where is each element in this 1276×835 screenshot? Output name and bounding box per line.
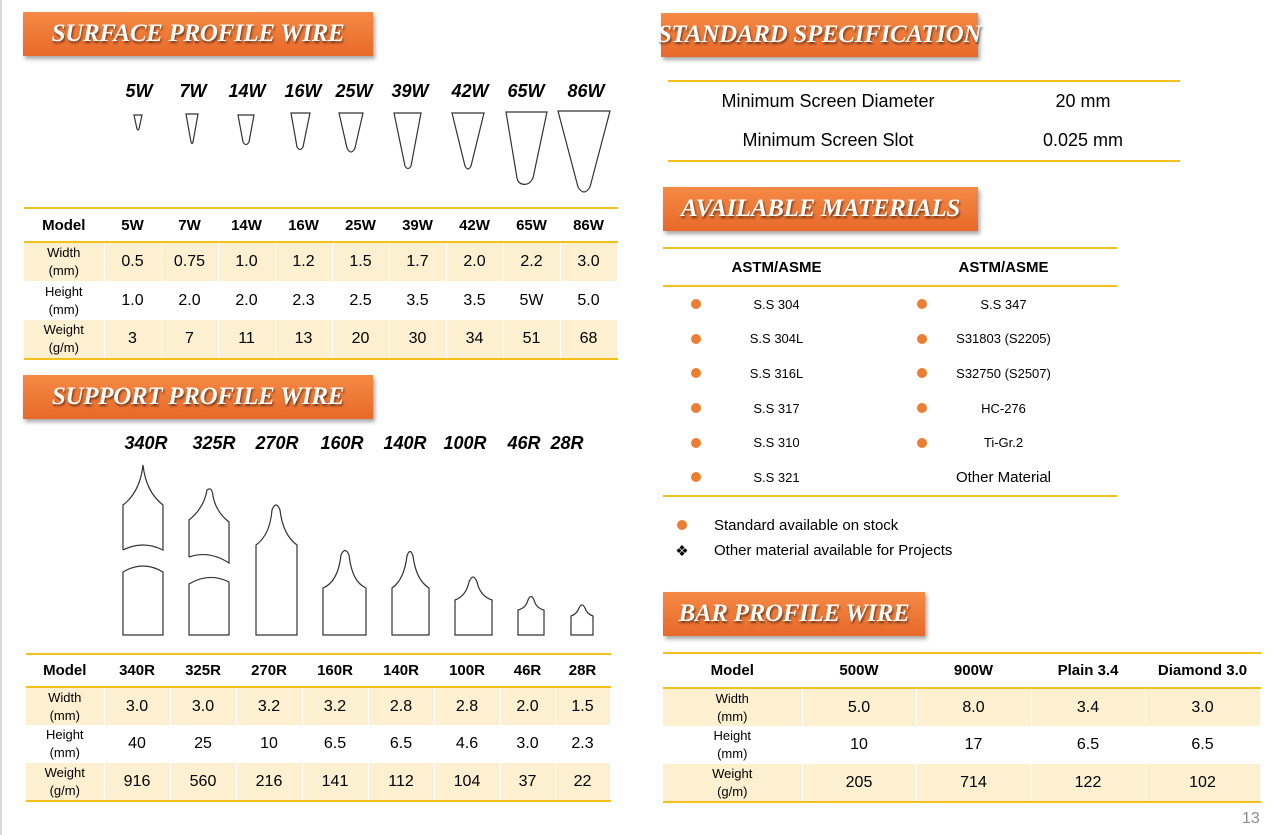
spec-row	[668, 82, 1180, 121]
bar-profile-banner	[663, 592, 925, 636]
table-cell: 2.8	[368, 687, 434, 725]
table-cell: 2.0	[500, 687, 555, 725]
table-header-row	[24, 208, 617, 242]
surface-shape-14w	[238, 115, 254, 145]
material-cell	[890, 460, 1117, 495]
table-row	[24, 242, 617, 281]
table-cell: 30	[389, 320, 446, 359]
surface-label: 86W	[567, 81, 605, 101]
surface-profile-banner	[23, 12, 373, 56]
table-cell: 2.5	[332, 281, 389, 320]
table-row	[26, 725, 610, 763]
table-row	[663, 726, 1260, 764]
row-label: Width (mm)	[24, 242, 104, 281]
table-header-cell: 100R	[434, 654, 500, 687]
materials-title: AVAILABLE MATERIALS	[681, 195, 960, 222]
table-header-cell: 325R	[170, 654, 236, 687]
support-shape-340r	[123, 465, 163, 635]
bullet-dot-icon	[917, 403, 927, 413]
table-cell: 2.8	[434, 687, 500, 725]
table-cell: 122	[1031, 764, 1145, 802]
materials-row	[663, 356, 1117, 391]
surface-label: 25W	[335, 81, 373, 101]
table-cell: 6.5	[302, 725, 368, 763]
table-header-cell: 65W	[503, 208, 560, 242]
material-name: S32750 (S2507)	[956, 365, 1051, 381]
support-profile-title: SUPPORT PROFILE WIRE	[51, 383, 345, 410]
surface-label: 14W	[228, 81, 266, 101]
table-cell: 17	[916, 726, 1031, 764]
table-cell: 0.75	[161, 242, 218, 281]
table-cell: 20	[332, 320, 389, 359]
table-header-cell: 900W	[916, 653, 1031, 688]
material-cell	[663, 322, 890, 357]
standard-spec-banner	[657, 13, 982, 57]
table-cell: 3.5	[389, 281, 446, 320]
materials-header-row	[663, 249, 1117, 287]
bullet-dot-icon	[691, 438, 701, 448]
table-cell: 2.0	[161, 281, 218, 320]
table-cell: 1.0	[218, 242, 275, 281]
surface-label: 39W	[391, 81, 429, 101]
materials-row	[663, 425, 1117, 460]
table-cell: 4.6	[434, 725, 500, 763]
table-cell: 51	[503, 320, 560, 359]
row-label: Height (mm)	[663, 726, 802, 764]
spec-key: Minimum Screen Slot	[742, 130, 914, 150]
table-header-cell: Model	[663, 653, 802, 688]
support-shape-140r	[392, 552, 429, 636]
materials-header-cell: ASTM/ASME	[958, 258, 1049, 276]
surface-label: 42W	[451, 81, 489, 101]
table-cell: 1.5	[332, 242, 389, 281]
table-header-cell: 500W	[802, 653, 916, 688]
row-label: Height (mm)	[26, 725, 104, 763]
support-shape-28r	[571, 605, 593, 635]
table-cell: 3.2	[302, 687, 368, 725]
table-header-cell: 140R	[368, 654, 434, 687]
table-cell: 3.2	[236, 687, 302, 725]
table-cell: 2.3	[275, 281, 332, 320]
legend-text: Standard available on stock	[714, 517, 899, 534]
table-cell: 714	[916, 764, 1031, 802]
table-cell: 3	[104, 320, 161, 359]
table-header-cell: 46R	[500, 654, 555, 687]
table-cell: 22	[555, 763, 610, 801]
table-header-cell: 28R	[555, 654, 610, 687]
material-name: Ti-Gr.2	[983, 435, 1024, 451]
support-profile-banner	[23, 375, 373, 419]
material-cell	[890, 287, 1117, 322]
material-cell	[663, 425, 890, 460]
table-row	[663, 688, 1260, 726]
table-cell: 1.7	[389, 242, 446, 281]
table-cell: 25	[170, 725, 236, 763]
table-cell: 3.0	[560, 242, 617, 281]
surface-profile-table	[24, 207, 618, 360]
table-cell: 7	[161, 320, 218, 359]
table-row	[24, 281, 617, 320]
material-name: S.S 316L	[749, 365, 804, 381]
surface-shape-86w	[558, 111, 610, 192]
legend-text: Other material available for Projects	[714, 542, 953, 559]
spec-row	[668, 121, 1180, 160]
material-name: S.S 304	[753, 296, 800, 312]
support-label: 325R	[192, 433, 236, 453]
support-shape-270r	[256, 505, 297, 635]
bullet-dot-icon	[917, 334, 927, 344]
material-name: Other Material	[955, 468, 1052, 486]
row-label: Weight (g/m)	[24, 320, 104, 359]
materials-header-cell: ASTM/ASME	[731, 258, 822, 276]
table-cell: 2.0	[446, 242, 503, 281]
table-cell: 216	[236, 763, 302, 801]
bullet-dot-icon	[917, 438, 927, 448]
row-label: Width (mm)	[663, 688, 802, 726]
table-cell: 2.0	[218, 281, 275, 320]
table-cell: 10	[236, 725, 302, 763]
material-name: HC-276	[981, 400, 1026, 416]
surface-profile-labels	[0, 81, 640, 105]
table-header-cell: Model	[24, 208, 104, 242]
table-header-cell: 340R	[104, 654, 170, 687]
table-cell: 1.2	[275, 242, 332, 281]
table-cell: 40	[104, 725, 170, 763]
surface-label: 5W	[125, 81, 153, 101]
support-shape-100r	[455, 577, 492, 635]
table-cell: 205	[802, 764, 916, 802]
page-number: 13	[1242, 810, 1260, 827]
row-label: Height (mm)	[24, 281, 104, 320]
table-cell: 2.2	[503, 242, 560, 281]
bar-profile-title: BAR PROFILE WIRE	[678, 600, 910, 627]
material-cell	[890, 425, 1117, 460]
material-cell	[890, 322, 1117, 357]
material-name: S.S 317	[753, 400, 800, 416]
materials-row	[663, 460, 1117, 495]
table-cell: 5W	[503, 281, 560, 320]
spec-value: 0.025 mm	[1042, 130, 1124, 150]
material-cell	[663, 391, 890, 426]
bullet-dot-icon	[691, 299, 701, 309]
surface-shape-7w	[186, 114, 198, 144]
materials-row	[663, 391, 1117, 426]
table-cell: 10	[802, 726, 916, 764]
material-name: S31803 (S2205)	[956, 331, 1051, 347]
table-header-cell: Plain 3.4	[1031, 653, 1145, 688]
bullet-dot-icon	[691, 403, 701, 413]
table-header-cell: 7W	[161, 208, 218, 242]
table-cell: 141	[302, 763, 368, 801]
surface-profile-shapes	[0, 108, 640, 200]
table-cell: 3.0	[104, 687, 170, 725]
bar-profile-table	[663, 652, 1261, 803]
diamond-bullet-icon: ❖	[675, 543, 689, 560]
surface-shape-5w	[134, 115, 142, 130]
table-header-cell: 14W	[218, 208, 275, 242]
table-cell: 3.4	[1031, 688, 1145, 726]
table-row	[663, 764, 1260, 802]
row-label: Weight (g/m)	[26, 763, 104, 801]
table-cell: 2.3	[555, 725, 610, 763]
materials-banner	[663, 187, 978, 231]
support-label: 46R	[507, 433, 541, 453]
table-cell: 68	[560, 320, 617, 359]
table-row	[26, 687, 610, 725]
bullet-dot-icon	[672, 517, 692, 534]
table-cell: 5.0	[802, 688, 916, 726]
standard-spec-title: STANDARD SPECIFICATION	[657, 21, 982, 48]
table-header-cell: Diamond 3.0	[1145, 653, 1260, 688]
support-label: 28R	[550, 433, 584, 453]
material-cell	[663, 356, 890, 391]
bullet-dot-icon	[917, 368, 927, 378]
surface-label: 7W	[179, 81, 207, 101]
surface-profile-title: SURFACE PROFILE WIRE	[51, 20, 345, 47]
table-cell: 3.5	[446, 281, 503, 320]
materials-row	[663, 322, 1117, 357]
table-cell: 37	[500, 763, 555, 801]
support-profile-labels	[0, 433, 640, 457]
support-shape-46r	[518, 597, 544, 636]
table-cell: 6.5	[368, 725, 434, 763]
table-header-row	[26, 654, 610, 687]
table-cell: 3.0	[500, 725, 555, 763]
table-cell: 0.5	[104, 242, 161, 281]
standard-spec-table	[668, 80, 1180, 162]
table-header-cell: 42W	[446, 208, 503, 242]
table-cell: 6.5	[1031, 726, 1145, 764]
table-cell: 916	[104, 763, 170, 801]
materials-row	[663, 287, 1117, 322]
support-shape-160r	[323, 551, 366, 636]
spec-value: 20 mm	[1055, 91, 1111, 111]
table-row	[24, 320, 617, 359]
bullet-dot-icon	[691, 334, 701, 344]
table-cell: 8.0	[916, 688, 1031, 726]
surface-shape-42w	[452, 113, 484, 169]
material-cell	[663, 287, 890, 322]
materials-table	[663, 247, 1117, 497]
surface-shape-65w	[506, 112, 547, 184]
material-cell	[663, 460, 890, 495]
bullet-dot-icon	[691, 472, 701, 482]
table-header-cell: 160R	[302, 654, 368, 687]
table-header-cell: Model	[26, 654, 104, 687]
support-profile-table	[26, 653, 611, 802]
table-cell: 6.5	[1145, 726, 1260, 764]
support-label: 160R	[320, 433, 364, 453]
table-cell: 1.0	[104, 281, 161, 320]
table-cell: 3.0	[1145, 688, 1260, 726]
surface-shape-39w	[394, 113, 421, 169]
surface-shape-16w	[291, 113, 310, 150]
table-row	[26, 763, 610, 801]
row-label: Width (mm)	[26, 687, 104, 725]
material-name: S.S 310	[753, 435, 800, 451]
table-header-cell: 39W	[389, 208, 446, 242]
table-header-cell: 16W	[275, 208, 332, 242]
table-header-cell: 5W	[104, 208, 161, 242]
table-cell: 104	[434, 763, 500, 801]
support-label: 140R	[383, 433, 427, 453]
table-cell: 560	[170, 763, 236, 801]
material-cell	[890, 391, 1117, 426]
material-name: S.S 321	[753, 469, 800, 485]
spec-key: Minimum Screen Diameter	[721, 91, 935, 111]
row-label: Weight (g/m)	[663, 764, 802, 802]
table-cell: 34	[446, 320, 503, 359]
table-cell: 13	[275, 320, 332, 359]
support-label: 270R	[255, 433, 299, 453]
surface-shape-25w	[339, 113, 363, 152]
surface-label: 16W	[284, 81, 322, 101]
bullet-dot-icon	[917, 299, 927, 309]
material-name: S.S 304L	[749, 331, 804, 347]
table-cell: 1.5	[555, 687, 610, 725]
table-cell: 102	[1145, 764, 1260, 802]
table-header-cell: 270R	[236, 654, 302, 687]
support-shape-325r	[189, 489, 229, 635]
table-cell: 11	[218, 320, 275, 359]
bullet-dot-icon	[691, 368, 701, 378]
support-profile-shapes	[0, 460, 640, 640]
support-label: 340R	[124, 433, 168, 453]
table-cell: 5.0	[560, 281, 617, 320]
material-cell	[890, 356, 1117, 391]
material-name: S.S 347	[980, 296, 1027, 312]
support-label: 100R	[443, 433, 487, 453]
surface-label: 65W	[507, 81, 545, 101]
table-cell: 112	[368, 763, 434, 801]
table-header-cell: 25W	[332, 208, 389, 242]
table-header-row	[663, 653, 1260, 688]
table-header-cell: 86W	[560, 208, 617, 242]
table-cell: 3.0	[170, 687, 236, 725]
